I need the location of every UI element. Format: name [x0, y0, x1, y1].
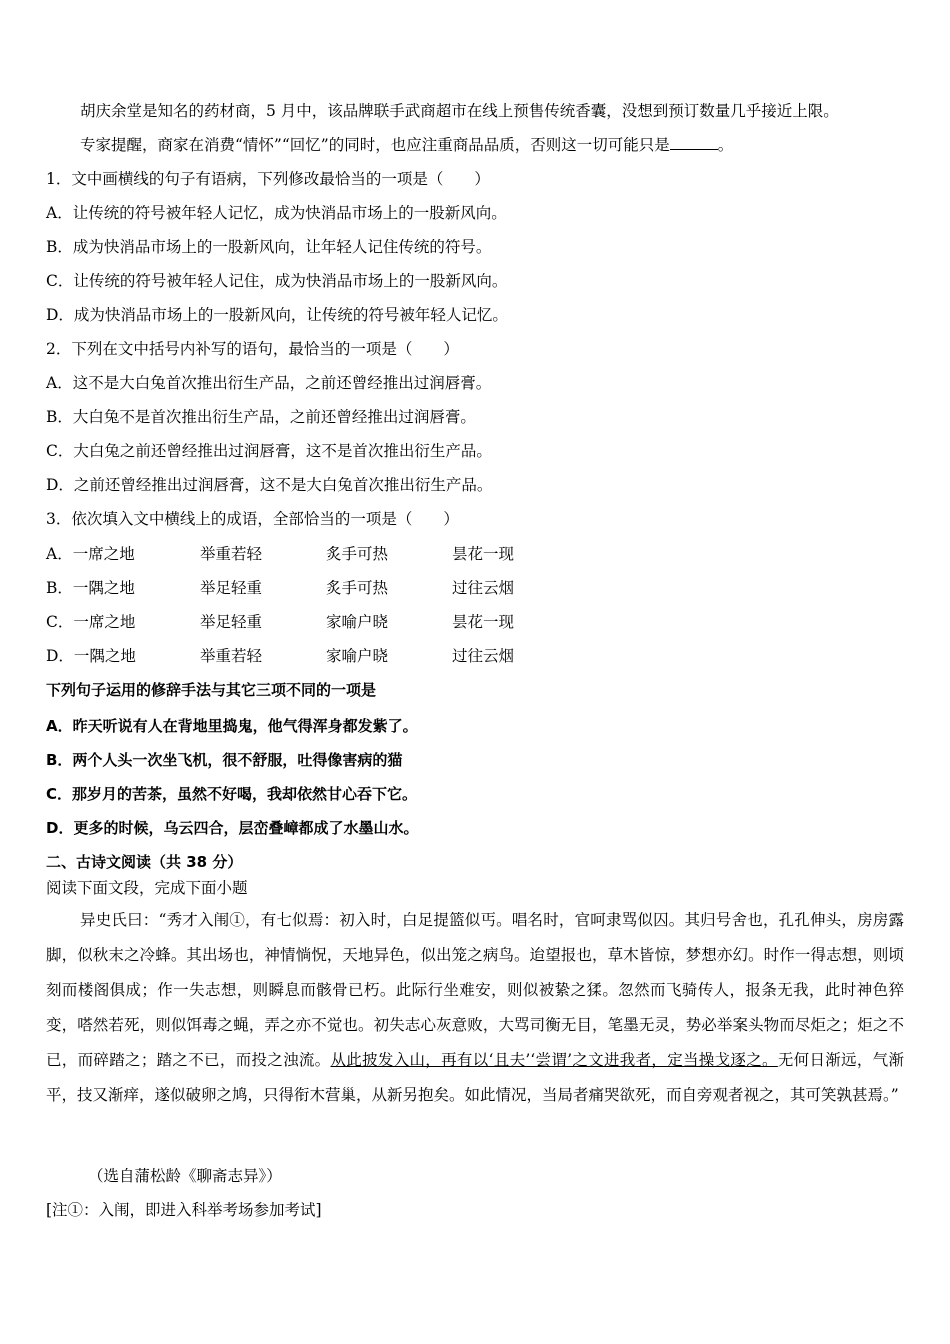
q1-option-c: C．让传统的符号被年轻人记住，成为快消品市场上的一股新风向。 — [46, 272, 508, 290]
q1-option-b: B．成为快消品市场上的一股新风向，让年轻人记住传统的符号。 — [46, 238, 492, 256]
q3-d-col3: 家喻户晓 — [326, 647, 389, 665]
q3-c-col3: 家喻户晓 — [326, 613, 389, 631]
q3-b-col1: B．一隅之地 — [46, 579, 135, 597]
intro-line-2 — [80, 134, 733, 156]
q3-d-col2: 举重若轻 — [200, 647, 263, 665]
q3-stem: 3．依次填入文中横线上的成语，全部恰当的一项是（ ） — [46, 510, 459, 528]
q3-d-col1: D．一隅之地 — [46, 647, 136, 665]
q3-a-col1: A．一席之地 — [46, 545, 135, 563]
q4-stem: 下列句子运用的修辞手法与其它三项不同的一项是 — [46, 681, 377, 699]
q2-option-c: C．大白兔之前还曾经推出过润唇膏，这不是首次推出衍生产品。 — [46, 442, 492, 460]
q3-c-col1: C．一席之地 — [46, 613, 136, 631]
section-2-title: 二、古诗文阅读（共 38 分） — [46, 853, 243, 871]
q2-stem: 2．下列在文中括号内补写的语句，最恰当的一项是（ ） — [46, 340, 459, 358]
passage-source: （选自蒲松龄《聊斋志异》） — [88, 1167, 282, 1185]
q3-a-col2: 举重若轻 — [200, 545, 263, 563]
q3-b-col2: 举足轻重 — [200, 579, 263, 597]
footnote: [注①：入闱，即进入科举考场参加考试] — [46, 1201, 322, 1219]
section-2-instruction: 阅读下面文段，完成下面小题 — [46, 879, 248, 897]
answer-blank — [670, 135, 718, 150]
q3-c-col4: 昙花一现 — [452, 613, 515, 631]
q2-option-a: A．这不是大白兔首次推出衍生产品，之前还曾经推出过润唇膏。 — [46, 374, 492, 392]
q2-option-d: D．之前还曾经推出过润唇膏，这不是大白兔首次推出衍生产品。 — [46, 476, 493, 494]
intro-line-1: 胡庆余堂是知名的药材商，5 月中，该品牌联手武商超市在线上预售传统香囊，没想到预订数量几乎接近上限。 — [80, 102, 839, 120]
q3-d-col4: 过往云烟 — [452, 647, 515, 665]
passage-underlined-sentence: 从此披发入山，再有以‘且夫’‘尝谓’之文进我者，定当操戈逐之。 — [330, 1051, 778, 1069]
q2-option-b: B．大白兔不是首次推出衍生产品，之前还曾经推出过润唇膏。 — [46, 408, 476, 426]
q3-a-col4: 昙花一现 — [452, 545, 515, 563]
q3-b-col3: 炙手可热 — [326, 579, 389, 597]
q1-stem: 1．文中画横线的句子有语病，下列修改最恰当的一项是（ ） — [46, 170, 490, 188]
passage-text-2: 无何日渐远，气渐平，技又渐痒，遂似破卵之鸠，只得衔木营巢，从新另抱矣。如此情况，当局者痛哭欲死，而自旁观者视之，其可笑孰甚焉。” — [46, 1051, 904, 1104]
q3-a-col3: 炙手可热 — [326, 545, 389, 563]
q1-option-a: A．让传统的符号被年轻人记忆，成为快消品市场上的一股新风向。 — [46, 204, 507, 222]
passage-text-1: 异史氏曰：“秀才入闱①，有七似焉：初入时，白足提篮似丐。唱名时，官呵隶骂似囚。其归号舍也，孔孔伸头，房房露脚，似秋末之冷蜂。其出场也，神情惝怳，天地异色，似出笼之病鸟。迨望报也，草木皆惊，梦想亦幻。时作一得志想，则顷刻而楼阁俱成；作一失志想，则瞬息而骸骨已朽。此际行坐难安，则似被絷之猱。忽然而飞骑传人，报条无我，此时神色猝变，嗒然若死，则似饵毒之蝇，弄之亦不觉也。初失志心灰意败，大骂司衡无目，笔墨无灵，势必举案头物而尽炬之；炬之不已，而碎踏之；踏之不已，而投之浊流。 — [46, 911, 904, 1069]
q3-b-col4: 过往云烟 — [452, 579, 515, 597]
intro-line-2-end: 。 — [717, 136, 734, 154]
intro-line-2-text: 专家提醒，商家在消费“情怀”“回忆”的同时，也应注重商品品质，否则这一切可能只是 — [80, 136, 670, 154]
q4-option-c: C．那岁月的苦茶，虽然不好喝，我却依然甘心吞下它。 — [46, 785, 418, 803]
classical-passage — [46, 903, 904, 1113]
q4-option-b: B．两个人头一次坐飞机，很不舒服，吐得像害病的猫 — [46, 751, 403, 769]
q4-option-d: D．更多的时候，乌云四合，层峦叠嶂都成了水墨山水。 — [46, 819, 419, 837]
q3-c-col2: 举足轻重 — [200, 613, 263, 631]
q1-option-d: D．成为快消品市场上的一股新风向，让传统的符号被年轻人记忆。 — [46, 306, 508, 324]
q4-option-a: A．昨天听说有人在背地里捣鬼，他气得浑身都发紫了。 — [46, 717, 418, 735]
